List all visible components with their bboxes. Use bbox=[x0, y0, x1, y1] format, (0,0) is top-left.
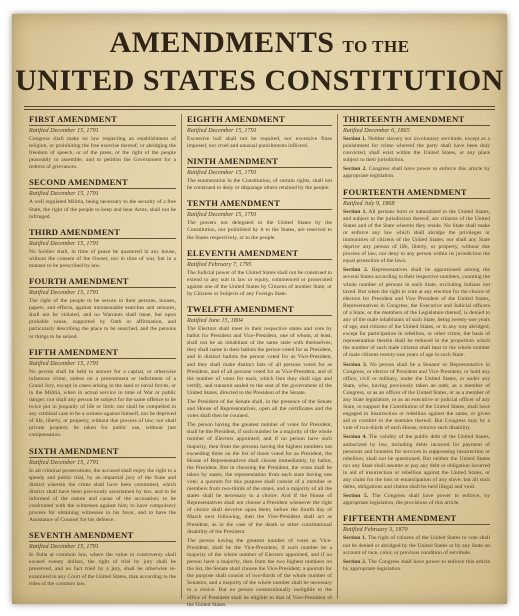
amendment-block bbox=[187, 114, 332, 150]
amendment-text: No person shall be held to answer for a capital, or otherwise infamous crime, unless on a presentment or indictment of a Grand Jury, except in cases arising in the land or naval forces, or in the Militia, when in actual service in time of War or public danger; nor shall any person be subject for the same offence to be twice put in jeopardy of life or limb; nor shall be compelled in any criminal case to be a witness against himself, nor be deprived of life, liberty, or property, without due process of law; nor shall private property be taken for public use, without just compensation. bbox=[29, 368, 176, 439]
section-text: Representatives shall be apportioned among the several States according to their respective numbers, counting the whole number of persons in each State, excluding Indians not taxed. But when the right to vote at any election for the choice of electors for President and Vice President of the United States, Representatives in Congress, the Executive and Judicial officers of a State, or the members of the Legislature thereof, is denied to any of the male inhabitants of such State, being twenty-one years of age, and citizens of the United States, or in any way abridged, except for participation in rebellion, or other crime, the basis of representation therein shall be reduced in the proportion which the number of such male citizens shall bear to the whole number of male citizens twenty-one years of age in such State. bbox=[343, 267, 490, 359]
amendment-block bbox=[29, 530, 176, 587]
section-text: Neither slavery nor involuntary servitude, except as a punishment for crime whereof the party shall have been duly convicted, shall exist within the United States, or any place subject to their jurisdiction. bbox=[343, 136, 490, 164]
amendment-text: The right of the people to be secure in their persons, houses, papers, and effects, against unreasonable searches and seizures, shall not be violated, and no Warrants shall issue, but upon probable cause, supported by Oath or affirmation, and particularly describing the place to be searched, and the persons or things to be seized. bbox=[29, 298, 176, 340]
amendment-section bbox=[343, 209, 490, 266]
column-middle bbox=[181, 114, 338, 608]
amendment-heading: FIRST AMENDMENT bbox=[29, 114, 176, 126]
amendment-section bbox=[343, 559, 490, 573]
amendment-block bbox=[343, 187, 490, 508]
column-left bbox=[24, 114, 181, 599]
ratified-date: Ratified February 7, 1795 bbox=[187, 260, 252, 268]
amendment-heading: TENTH AMENDMENT bbox=[187, 198, 332, 210]
section-text: The Congress shall have power to enforce, by appropriate legislation, the provisions of this article. bbox=[343, 493, 490, 507]
amendment-heading: SIXTH AMENDMENT bbox=[29, 446, 176, 458]
amendment-section bbox=[343, 136, 490, 164]
amendment-section bbox=[343, 267, 490, 359]
ratified-date: Ratified June 15, 1804 bbox=[187, 317, 244, 325]
title-connector: TO THE bbox=[342, 37, 410, 56]
amendment-heading: FIFTH AMENDMENT bbox=[29, 347, 176, 359]
amendment-block bbox=[29, 446, 176, 525]
amendment-block bbox=[343, 513, 490, 572]
section-label: Section 3. bbox=[343, 361, 368, 368]
amendment-block bbox=[29, 347, 176, 440]
column-right bbox=[338, 114, 495, 599]
amendment-text: The President of the Senate shall, in the presence of the Senate and House of Representatives, open all the certificates and the votes shall then be counted. bbox=[187, 398, 332, 420]
amendment-block bbox=[187, 304, 332, 609]
amendment-section bbox=[343, 166, 490, 180]
amendment-section bbox=[343, 362, 490, 433]
amendment-block bbox=[29, 177, 176, 220]
title-divider-thin bbox=[24, 109, 495, 110]
section-label: Section 1. bbox=[343, 535, 367, 542]
amendment-text: Excessive bail shall not be required, nor excessive fines imposed, nor cruel and unusual punishments inflicted. bbox=[187, 136, 332, 150]
amendment-text: No Soldier shall, in time of peace be quartered in any house, without the consent of the Owner, nor in time of war, but in a manner to be prescribed by law. bbox=[29, 248, 176, 269]
title-divider bbox=[24, 106, 495, 107]
amendment-heading: TWELFTH AMENDMENT bbox=[187, 304, 332, 316]
amendment-block bbox=[187, 198, 332, 241]
amendment-heading: SEVENTH AMENDMENT bbox=[29, 530, 176, 542]
amendment-heading: EIGHTH AMENDMENT bbox=[187, 114, 332, 126]
section-text: The Congress shall have power to enforce this article by appropriate legislation. bbox=[343, 558, 490, 572]
amendment-heading: NINTH AMENDMENT bbox=[187, 156, 332, 168]
section-label: Section 1. bbox=[343, 208, 367, 215]
amendments-poster bbox=[12, 14, 507, 608]
section-label: Section 2. bbox=[343, 267, 369, 274]
ratified-date: Ratified December 15, 1791 bbox=[29, 190, 99, 198]
poster-title-line1 bbox=[12, 28, 507, 58]
ratified-date: Ratified December 6, 1865 bbox=[343, 127, 410, 134]
amendment-section bbox=[343, 493, 490, 507]
amendment-text: The person having the greatest number of votes for President, shall be the President, if such number be a majority of the whole number of Electors appointed; and if no person have such majority, then from the persons having the highest numbers not exceeding three on the list of those voted for as President, the House of Representatives shall choose immediately, by ballot, the President. But in choosing the President, the votes shall be taken by states, the representation from each state having one vote; a quorum for this purpose shall consist of a member or members from two-thirds of the states, and a majority of all the states shall be necessary to a choice. And if the House of Representatives shall not choose a President whenever the right of choice shall devolve upon them, before the fourth day of March next following, then the Vice-President shall act as President, as in the case of the death or other constitutional disability of the President. bbox=[187, 422, 332, 535]
section-text: Congress shall have power to enforce this article by appropriate legislation. bbox=[343, 166, 490, 180]
amendment-text: The Judicial power of the United States shall not be construed to extend to any suit in law or equity, commenced or prosecuted against one of the United States by Citizens of another State, or by Citizens or Subjects of any Foreign State. bbox=[187, 269, 332, 297]
amendment-block bbox=[187, 248, 332, 298]
section-text: All persons born or naturalized in the United States, and subject to the jurisdiction thereof, are citizens of the United States and of the State wherein they reside. No State shall make or enforce any law which shall abridge the privileges or immunities of citizens of the United States; nor shall any State deprive any person of life, liberty, or property, without due process of law; nor deny to any person within its jurisdiction the equal protection of the laws. bbox=[343, 208, 490, 265]
title-main: AMENDMENTS bbox=[109, 26, 335, 59]
ratified-date: Ratified December 15, 1791 bbox=[29, 543, 99, 551]
amendment-text: The powers not delegated to the United States by the Constitution, nor prohibited by it to the States, are reserved to the States respectively, or to the people. bbox=[187, 220, 332, 241]
section-text: The validity of the public debt of the United States, authorized by law, including debts incurred for payment of pensions and bounties for services in suppressing insurrection or rebellion, shall not be questioned. But neither the United States nor any State shall assume or pay any debt or obligation incurred in aid of insurrection or rebellion against the United States, or any claim for the loss or emancipation of any slave; but all such debts, obligations and claims shall be held illegal and void. bbox=[343, 434, 490, 491]
amendment-heading: THIRD AMENDMENT bbox=[29, 227, 176, 239]
ratified-date: Ratified December 15, 1791 bbox=[187, 127, 257, 134]
amendment-block bbox=[343, 114, 490, 181]
amendment-heading: FOURTEENTH AMENDMENT bbox=[343, 187, 490, 199]
section-text: No person shall be a Senator or Representative in Congress, or elector of President and Vice President, or hold any office, civil or military, under the United States, or under any State, who, having previously taken an oath, as a member of Congress, or as an officer of the United States, or as a member of any State legislature, or as an executive or judicial officer of any State, to support the Constitution of the United States, shall have engaged in insurrection or rebellion against the same, or given aid or comfort to the enemies thereof. But Congress may by a vote of two-thirds of each House, remove such disability. bbox=[343, 361, 490, 432]
amendment-section bbox=[343, 535, 490, 556]
amendment-block bbox=[29, 276, 176, 341]
amendment-text: Congress shall make no law respecting an establishment of religion, or prohibiting the free exercise thereof; or abridging the freedom of speech, or of the press, or the right of the people peaceably to assemble, and to petition the Government for a redress of grievances. bbox=[29, 136, 176, 171]
ratified-date: Ratified July 9, 1868 bbox=[343, 199, 395, 207]
section-label: Section 1. bbox=[343, 136, 367, 142]
amendment-text: The enumeration in the Constitution, of certain rights, shall not be construed to deny or disparage others retained by the people. bbox=[187, 178, 332, 192]
ratified-date: Ratified December 15, 1791 bbox=[29, 239, 99, 247]
ratified-date: Ratified December 15, 1791 bbox=[29, 359, 99, 367]
amendment-heading: THIRTEENTH AMENDMENT bbox=[343, 114, 490, 126]
amendment-heading: ELEVENTH AMENDMENT bbox=[187, 248, 332, 260]
ratified-date: Ratified December 15, 1791 bbox=[187, 169, 257, 177]
amendment-section bbox=[343, 434, 490, 491]
amendment-block bbox=[29, 114, 176, 171]
amendment-block bbox=[187, 156, 332, 192]
amendment-heading: FIFTEENTH AMENDMENT bbox=[343, 513, 490, 525]
ratified-date: Ratified December 15, 1791 bbox=[29, 127, 99, 134]
section-label: Section 4. bbox=[343, 434, 367, 441]
amendment-columns bbox=[24, 114, 495, 608]
amendment-text: In all criminal prosecutions, the accused shall enjoy the right to a speedy and public trial, by an impartial jury of the State and district wherein the crime shall have been committed, which district shall have been previously ascertained by law, and to be informed of the nature and cause of the accusation; to be confronted with the witnesses against him; to have compulsory process for obtaining witnesses in his favor, and to have the Assistance of Counsel for his defence. bbox=[29, 467, 176, 524]
section-text: The right of citizens of the United States to vote shall not be denied or abridged by the United States or by any State on account of race, color, or previous condition of servitude. bbox=[343, 535, 490, 556]
amendment-text: The Electors shall meet in their respective states and vote by ballot for President and Vice-President, one of whom, at least, shall not be an inhabitant of the same state with themselves; they shall name in their ballots the person voted for as President, and in distinct ballots the person voted for as Vice-President, and they shall make distinct lists of all persons voted for as President, and of all persons voted for as Vice-President, and of the number of votes for each, which lists they shall sign and certify, and transmit sealed to the seat of the government of the United States, directed to the President of the Senate. bbox=[187, 326, 332, 396]
ratified-date: Ratified December 15, 1791 bbox=[29, 458, 99, 466]
amendment-block bbox=[29, 227, 176, 270]
amendment-heading: SECOND AMENDMENT bbox=[29, 177, 176, 189]
amendment-text: In Suits at common law, where the value in controversy shall exceed twenty dollars, the right of trial by jury shall be preserved, and no fact tried by a jury, shall be otherwise re-examined in any Court of the United States, than according to the rules of the common law. bbox=[29, 552, 176, 587]
section-label: Section 2. bbox=[343, 166, 367, 173]
section-label: Section 2. bbox=[343, 558, 367, 565]
ratified-date: Ratified December 15, 1791 bbox=[29, 289, 99, 297]
ratified-date: Ratified February 3, 1870 bbox=[343, 526, 408, 534]
amendment-heading: FOURTH AMENDMENT bbox=[29, 276, 176, 288]
amendment-text: A well regulated Militia, being necessary to the security of a free State, the right of the people to keep and bear Arms, shall not be infringed. bbox=[29, 199, 176, 220]
amendment-text: The person having the greatest number of votes as Vice-President, shall be the Vice-President, if such number be a majority of the whole number of Electors appointed, and if no person have a majority, then from the two highest numbers on the list, the Senate shall choose the Vice-President; a quorum for the purpose shall consist of two-thirds of the whole number of Senators, and a majority of the whole number shall be necessary to a choice. But no person constitutionally ineligible to the office of President shall be eligible to that of Vice-President of the United States. bbox=[187, 537, 332, 608]
poster-title-line2: UNITED STATES CONSTITUTION bbox=[15, 64, 504, 97]
ratified-date: Ratified December 15, 1791 bbox=[187, 211, 257, 219]
section-label: Section 5. bbox=[343, 493, 369, 500]
